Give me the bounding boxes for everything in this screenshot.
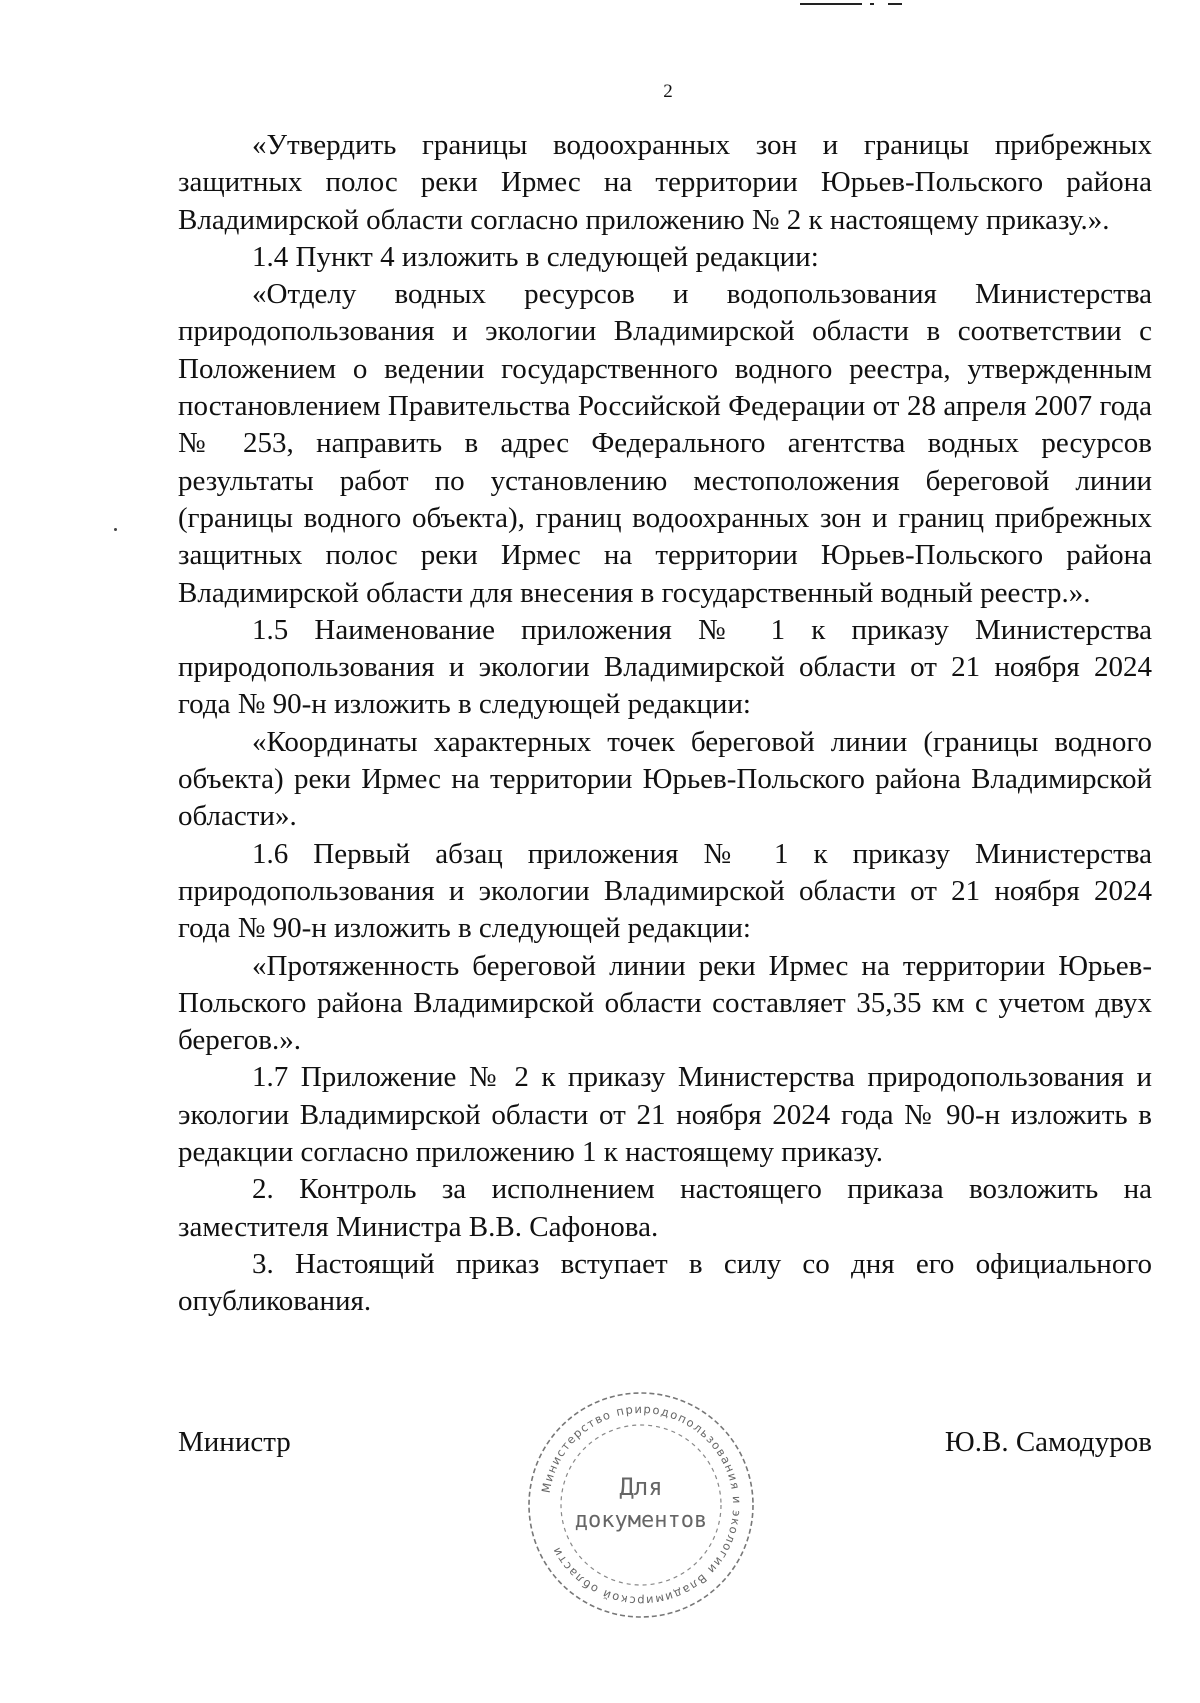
stamp-center-line-1: Для bbox=[619, 1473, 663, 1501]
stamp-center-line-2: документов bbox=[574, 1508, 708, 1533]
signatory-name: Ю.В. Самодуров bbox=[944, 1426, 1152, 1458]
paragraph-item-1-5: 1.5 Наименование приложения № 1 к приказу Министерства природопользования и экологии Владимирской области от 21 ноября 2024 года № 90-н изложить в следующей редакции: bbox=[178, 613, 1152, 721]
paragraph-item-1-4: 1.4 Пункт 4 изложить в следующей редакции: bbox=[252, 240, 819, 273]
page-number: 2 bbox=[663, 81, 673, 102]
document-body bbox=[178, 127, 1152, 1321]
official-stamp bbox=[523, 1387, 759, 1623]
paragraph-coordinates-title: «Координаты характерных точек береговой линии (границы водного объекта) реки Ирмес на территории Юрьев-Польского района Владимирской области». bbox=[178, 725, 1152, 833]
paragraph-item-2-control: 2. Контроль за исполнением настоящего приказа возложить на заместителя Министра В.В. Сафонова. bbox=[178, 1173, 1152, 1243]
scan-dot bbox=[114, 528, 117, 531]
paragraph-shoreline-length: «Протяженность береговой линии реки Ирмес на территории Юрьев-Польского района Владимирской области составляет 35,35 км с учетом двух берегов.». bbox=[178, 949, 1152, 1057]
paragraph-item-1-7: 1.7 Приложение № 2 к приказу Министерства природопользования и экологии Владимирской области от 21 ноября 2024 года № 90-н изложить в редакции согласно приложению 1 к настоящему приказу. bbox=[178, 1061, 1152, 1169]
paragraph-item-1-6: 1.6 Первый абзац приложения № 1 к приказу Министерства природопользования и экологии Владимирской области от 21 ноября 2024 года № 90-н изложить в следующей редакции: bbox=[178, 837, 1152, 945]
stamp-ring-text: Министерство природопользования и экологии Владимирской области bbox=[538, 1401, 745, 1609]
paragraph-item-3-effective: 3. Настоящий приказ вступает в силу со дня его официального опубликования. bbox=[178, 1247, 1152, 1318]
stamp-inner-ring bbox=[561, 1425, 721, 1585]
paragraph-water-registry-instruction: «Отделу водных ресурсов и водопользования Министерства природопользования и экологии Владимирской области в соответствии с Положением о ведении государственного водного реестра, утвержденным постановлением Правительства Российской Федерации от 28 апреля 2007 года № 253, направить в адрес Федерального агентства водных ресурсов результаты работ по установлению местоположения береговой линии (границы водного объекта), границ водоохранных зон и границ прибрежных защитных полос реки Ирмес на территории Юрьев-Польского района Владимирской области для внесения в государственный водный реестр.». bbox=[178, 278, 1152, 609]
signatory-title: Министр bbox=[178, 1426, 291, 1458]
paragraph-borders-approval: «Утвердить границы водоохранных зон и границы прибрежных защитных полос реки Ирмес на территории Юрьев-Польского района Владимирской области согласно приложению № 2 к настоящему приказу.». bbox=[178, 129, 1152, 236]
scan-artifact bbox=[800, 0, 910, 8]
stamp-outer-ring bbox=[529, 1393, 753, 1617]
